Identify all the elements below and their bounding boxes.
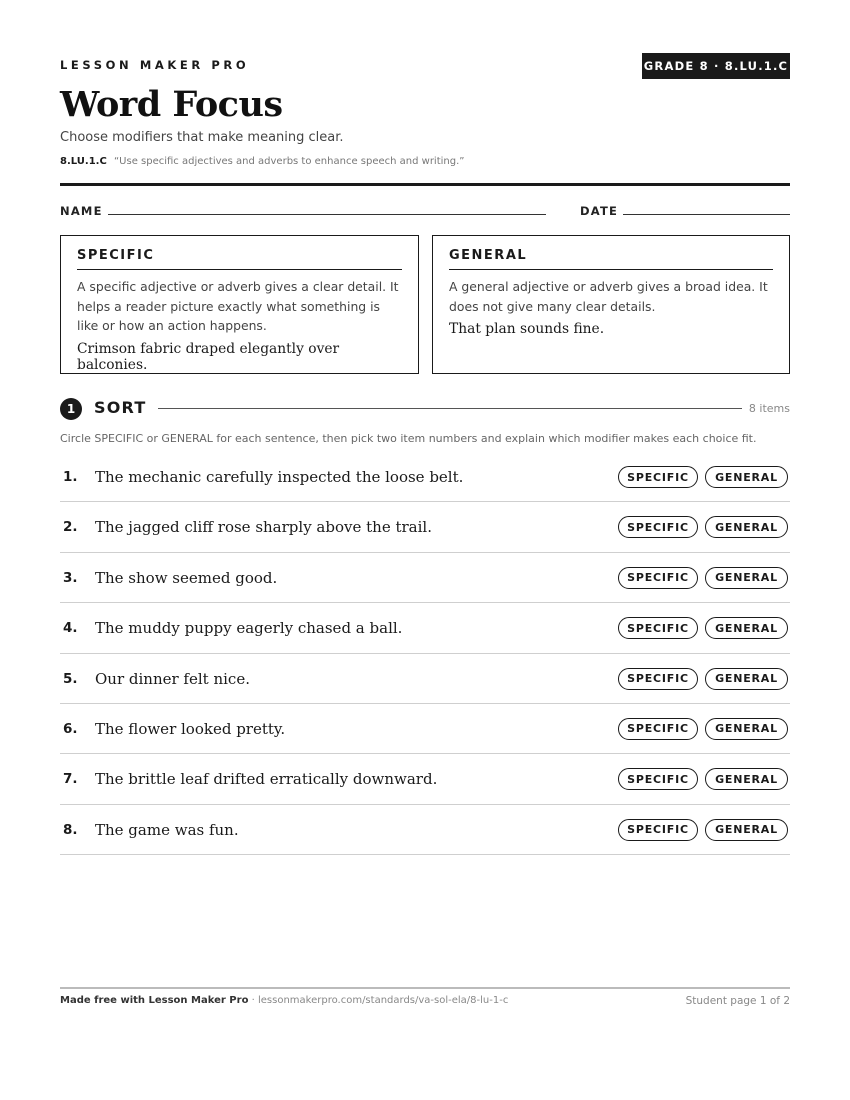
general-option[interactable]: GENERAL [705,617,788,639]
specific-description: A specific adjective or adverb gives a clear detail. It helps a reader picture exactly what something is like or how an action happens. [77,279,399,333]
item-sentence: The jagged cliff rose sharply above the trail. [95,518,432,537]
item-number: 3. [63,569,78,586]
specific-option[interactable]: SPECIFIC [618,466,698,488]
name-field[interactable] [108,214,546,215]
item-sentence: The game was fun. [95,820,239,839]
list-item [60,754,790,804]
general-option[interactable]: GENERAL [705,668,788,690]
general-option[interactable]: GENERAL [705,768,788,790]
section-instructions: Circle SPECIFIC or GENERAL for each sentence, then pick two item numbers and explain which modifier makes each choice fit. [60,432,757,445]
name-label: NAME [60,204,103,218]
footer-url[interactable]: · lessonmakerpro.com/standards/va-sol-ela/8-lu-1-c [248,995,509,1006]
footer-made-with: Made free with Lesson Maker Pro [60,995,249,1006]
specific-heading: SPECIFIC [77,248,402,270]
list-item [60,654,790,704]
item-sentence: The muddy puppy eagerly chased a ball. [95,619,403,638]
footer-credit [60,995,508,1006]
item-number: 6. [63,720,78,737]
specific-option[interactable]: SPECIFIC [618,718,698,740]
general-option[interactable]: GENERAL [705,819,788,841]
footer-divider [60,987,790,989]
item-number: 8. [63,821,78,838]
specific-definition-box [60,235,419,374]
page-indicator: Student page 1 of 2 [685,995,790,1007]
general-option[interactable]: GENERAL [705,466,788,488]
item-sentence: The mechanic carefully inspected the loose belt. [95,468,464,486]
item-number: 7. [63,771,78,788]
general-option[interactable]: GENERAL [705,516,788,538]
section-divider [158,408,742,409]
general-option[interactable]: GENERAL [705,718,788,740]
specific-option[interactable]: SPECIFIC [618,617,698,639]
specific-option[interactable]: SPECIFIC [618,567,698,589]
item-number: 2. [63,519,78,536]
date-field[interactable] [623,214,790,215]
specific-option[interactable]: SPECIFIC [618,516,698,538]
general-heading: GENERAL [449,248,773,270]
page-title: Word Focus [60,84,283,125]
item-number: 1. [63,469,78,485]
item-number: 5. [63,670,78,687]
item-sentence: The flower looked pretty. [95,719,286,738]
standard-reference [60,156,464,167]
grade-standard-badge: GRADE 8 · 8.LU.1.C [642,53,790,79]
item-list [60,452,790,855]
item-sentence: Our dinner felt nice. [95,669,250,688]
list-item [60,553,790,603]
specific-option[interactable]: SPECIFIC [618,819,698,841]
general-definition-box [432,235,790,374]
item-sentence: The brittle leaf drifted erratically downward. [95,770,438,789]
item-sentence: The show seemed good. [95,568,278,587]
list-item [60,805,790,855]
specific-option[interactable]: SPECIFIC [618,668,698,690]
page-subtitle: Choose modifiers that make meaning clear. [60,130,344,145]
section-number: 1 [60,398,82,420]
general-option[interactable]: GENERAL [705,567,788,589]
general-description: A general adjective or adverb gives a broad idea. It does not give many clear details. [449,279,768,314]
date-label: DATE [580,204,619,218]
item-count: 8 items [748,402,790,415]
section-title: SORT [94,398,147,417]
specific-option[interactable]: SPECIFIC [618,768,698,790]
general-example: That plan sounds fine. [449,321,605,337]
item-number: 4. [63,620,78,637]
specific-example: Crimson fabric draped elegantly over balconies. [77,340,340,373]
brand-name: LESSON MAKER PRO [60,58,250,72]
header-divider [60,183,790,186]
list-item [60,452,790,502]
standard-code: 8.LU.1.C [60,156,107,167]
list-item [60,704,790,754]
standard-text: “Use specific adjectives and adverbs to enhance speech and writing.” [113,156,465,167]
list-item [60,502,790,552]
list-item [60,603,790,653]
